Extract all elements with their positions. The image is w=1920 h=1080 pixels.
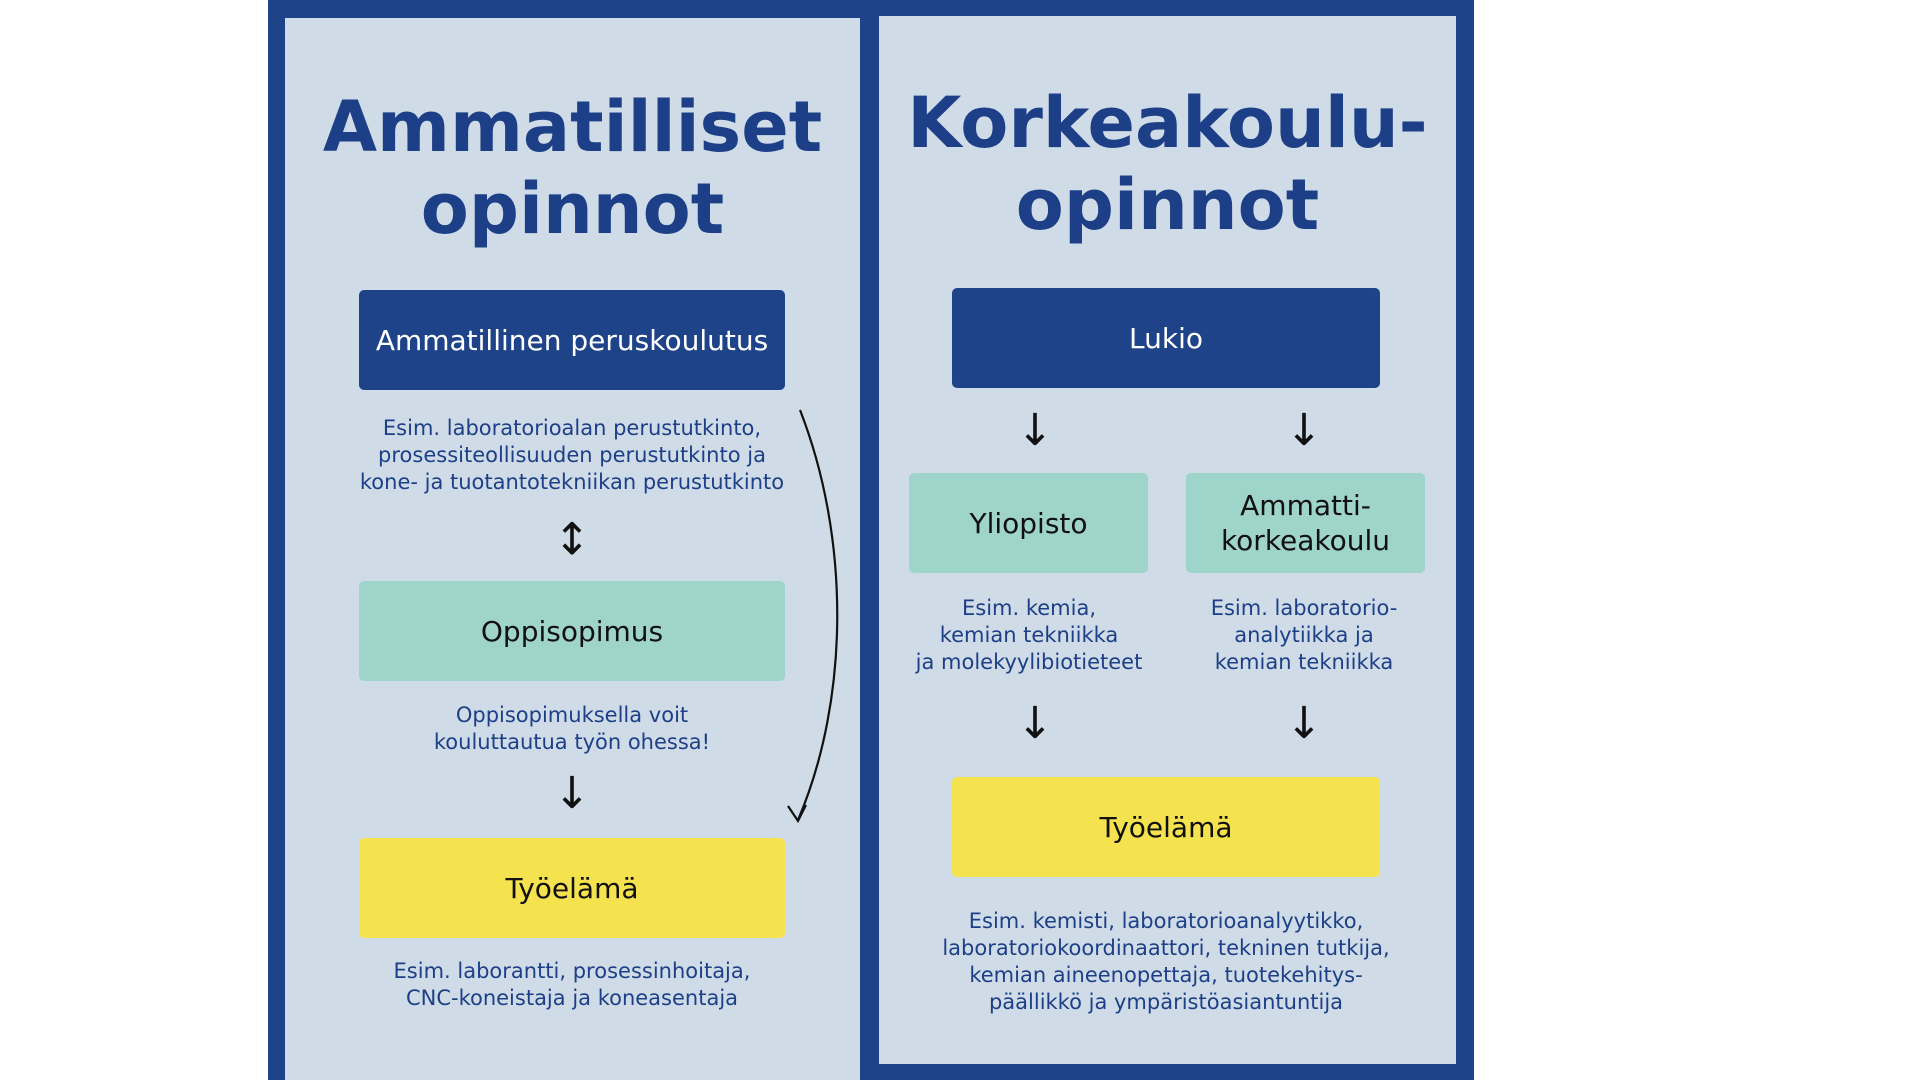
right-title: Korkeakoulu- opinnot — [907, 82, 1428, 246]
right-panel-background — [879, 16, 1456, 1064]
left-panel — [268, 0, 862, 1080]
ammatillinen-peruskoulutus-box: Ammatillinen peruskoulutus — [359, 290, 785, 390]
tyoelama-examples-left: Esim. laborantti, prosessinhoitaja, CNC-koneistaja ja koneasentaja — [393, 959, 751, 1010]
ammattikorkeakoulu-examples: Esim. laboratorio- analytiikka ja kemian tekniikka — [1210, 596, 1398, 674]
down-arrow: ↓ — [1285, 698, 1323, 749]
down-arrow: ↓ — [1016, 405, 1054, 456]
yliopisto-examples: Esim. kemia, kemian tekniikka ja molekyylibiotieteet — [915, 596, 1143, 674]
ammattikorkeakoulu-box: Ammatti- korkeakoulu — [1186, 473, 1425, 573]
peruskoulutus-examples: Esim. laboratorioalan perustutkinto, prosessiteollisuuden perustutkinto ja kone- ja tuotantotekniikan perustutkinto — [359, 416, 785, 494]
down-arrow: ↓ — [553, 768, 591, 819]
updown-arrow: ↕ — [553, 514, 591, 565]
left-panel-background — [285, 18, 860, 1080]
bypass-curve-arrow — [285, 18, 860, 1080]
tyoelama-examples-right: Esim. kemisti, laboratorioanalyytikko, laboratoriokoordinaattori, tekninen tutkija, kemian aineenopettaja, tuotekehitys- päällikkö ja ympäristöasiantuntija — [942, 909, 1390, 1014]
down-arrow: ↓ — [1285, 405, 1323, 456]
right-panel — [862, 0, 1474, 1080]
lukio-box: Lukio — [952, 288, 1380, 388]
oppisopimus-note: Oppisopimuksella voit kouluttautua työn ohessa! — [433, 703, 711, 754]
left-title: Ammatilliset opinnot — [322, 86, 823, 250]
tyoelama-box-right: Työelämä — [952, 777, 1380, 877]
yliopisto-box: Yliopisto — [909, 473, 1148, 573]
oppisopimus-box: Oppisopimus — [359, 581, 785, 681]
down-arrow: ↓ — [1016, 698, 1054, 749]
tyoelama-box-left: Työelämä — [359, 838, 785, 938]
